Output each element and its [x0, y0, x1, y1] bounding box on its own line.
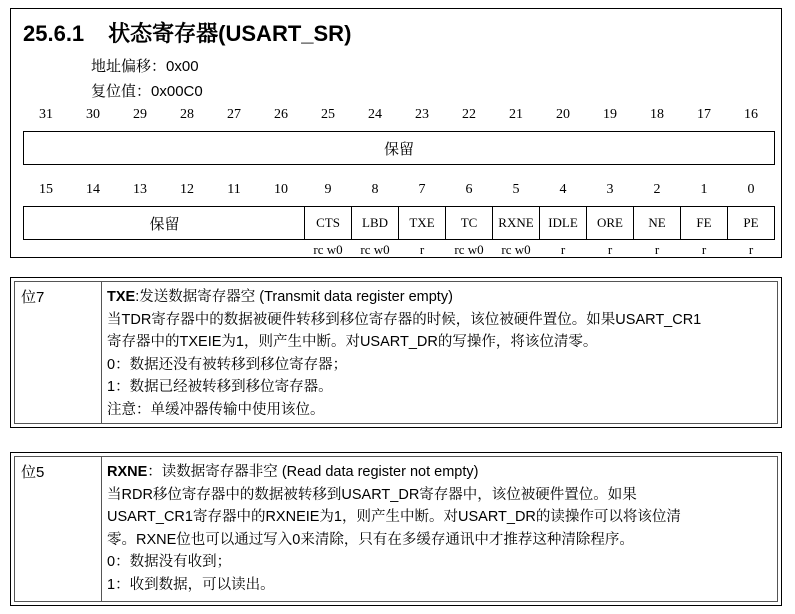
register-panel — [10, 8, 782, 258]
bit-field-label: LBD — [362, 215, 388, 230]
txe-line: 注意：单缓冲器传输中使用该位。 — [107, 401, 325, 418]
bit-number: 3 — [606, 182, 614, 197]
bit-number: 22 — [462, 107, 476, 122]
bit-field-txe — [398, 206, 446, 240]
bit-number: 15 — [39, 182, 53, 197]
bit-number: 25 — [321, 107, 335, 122]
bit-field-lbd — [351, 206, 399, 240]
bit-field-label: TXE — [409, 215, 435, 230]
bit-field-label: TC — [460, 215, 478, 230]
txe-bit-position: 位7 — [21, 289, 45, 306]
bit-field-label: NE — [648, 215, 666, 230]
bit-number: 31 — [39, 107, 53, 122]
bit-number: 28 — [180, 107, 194, 122]
rxne-title: ：读数据寄存器非空 (Read data register not empty) — [147, 464, 479, 480]
bit-number: 23 — [415, 107, 429, 122]
bit-field-idle — [539, 206, 587, 240]
txe-name: TXE — [107, 289, 136, 305]
bit-number: 12 — [180, 182, 194, 197]
bit-field-label: IDLE — [548, 215, 578, 230]
txe-line: 当TDR寄存器中的数据被硬件转移到移位寄存器的时候，该位被硬件置位。如果USART_CR1 — [107, 311, 702, 328]
bit-field-rxne — [492, 206, 540, 240]
bit-number: 6 — [465, 182, 473, 197]
rxne-line: 当RDR移位寄存器中的数据被转移到USART_DR寄存器中，该位被硬件置位。如果 — [107, 486, 637, 503]
bit-number: 20 — [556, 107, 570, 122]
reserved-high-field: 保留 — [23, 131, 775, 165]
rxne-line: USART_CR1寄存器中的RXNEIE为1，则产生中断。对USART_DR的读操作可以将该位清 — [107, 509, 681, 525]
rxne-body — [107, 461, 777, 596]
reset-value: 复位值：0x00C0 — [91, 83, 203, 100]
bit-access: rc w0 — [501, 242, 531, 257]
bit-number: 13 — [133, 182, 147, 197]
bit-number: 19 — [603, 107, 617, 122]
bit-field-label: FE — [696, 215, 712, 230]
bit-number: 10 — [274, 182, 288, 197]
bit-field-label: RXNE — [498, 215, 534, 230]
bit-number: 7 — [418, 182, 426, 197]
rxne-name: RXNE — [107, 464, 148, 480]
rxne-line: 1：收到数据，可以读出。 — [107, 576, 275, 593]
txe-line: 寄存器中的TXEIE为1，则产生中断。对USART_DR的写操作，将该位清零。 — [107, 334, 598, 350]
bit-number: 21 — [509, 107, 523, 122]
bit-number: 0 — [747, 182, 755, 197]
bit-number: 18 — [650, 107, 664, 122]
bit-access: r — [419, 242, 425, 257]
rxne-bit-position: 位5 — [21, 464, 45, 481]
bit-field-tc — [445, 206, 493, 240]
rxne-description — [10, 452, 782, 606]
bit-field-cts — [304, 206, 352, 240]
bit-number: 14 — [86, 182, 100, 197]
bit-number: 8 — [371, 182, 379, 197]
bit-number: 11 — [227, 182, 241, 197]
bit-access: r — [560, 242, 566, 257]
bit-field-label: PE — [743, 215, 759, 230]
bit-number: 26 — [274, 107, 288, 122]
txe-description — [10, 277, 782, 428]
bit-field-ore — [586, 206, 634, 240]
rxne-line: 零。RXNE位也可以通过写入0来清除，只有在多缓存通讯中才推荐这种清除程序。 — [107, 531, 634, 548]
bit-access: rc w0 — [360, 242, 390, 257]
rxne-line: 0：数据没有收到； — [107, 554, 232, 570]
bit-field-label: ORE — [597, 215, 623, 230]
txe-line: 1：数据已经被转移到移位寄存器。 — [107, 379, 333, 395]
bit-number: 1 — [700, 182, 708, 197]
bit-number: 16 — [744, 107, 758, 122]
bit-access: r — [748, 242, 754, 257]
bit-field-ne — [633, 206, 681, 240]
bit-number: 24 — [368, 107, 382, 122]
txe-line: 0：数据还没有被转移到移位寄存器； — [107, 356, 348, 373]
bit-number: 29 — [133, 107, 147, 122]
bit-number: 17 — [697, 107, 711, 122]
bit-access: rc w0 — [313, 242, 343, 257]
bit-field-label: CTS — [316, 215, 340, 230]
register-title: 状态寄存器(USART_SR) — [108, 21, 352, 46]
bit-number: 5 — [512, 182, 520, 197]
bit-access: r — [701, 242, 707, 257]
bit-number: 30 — [86, 107, 100, 122]
txe-title: :发送数据寄存器空 (Transmit data register empty) — [135, 289, 453, 305]
bit-number: 4 — [559, 182, 567, 197]
bit-number: 27 — [227, 107, 241, 122]
section-number: 25.6.1 — [23, 21, 85, 46]
bit-access: r — [607, 242, 613, 257]
bit-field-pe — [727, 206, 775, 240]
bit-access: rc w0 — [454, 242, 484, 257]
bit-number: 2 — [653, 182, 661, 197]
section-title — [23, 17, 351, 48]
bit-number: 9 — [324, 182, 332, 197]
address-offset: 地址偏移：0x00 — [91, 58, 199, 75]
bit-access: r — [654, 242, 660, 257]
txe-body — [107, 286, 777, 421]
reserved-low-field: 保留 — [23, 206, 306, 240]
bit-field-fe — [680, 206, 728, 240]
